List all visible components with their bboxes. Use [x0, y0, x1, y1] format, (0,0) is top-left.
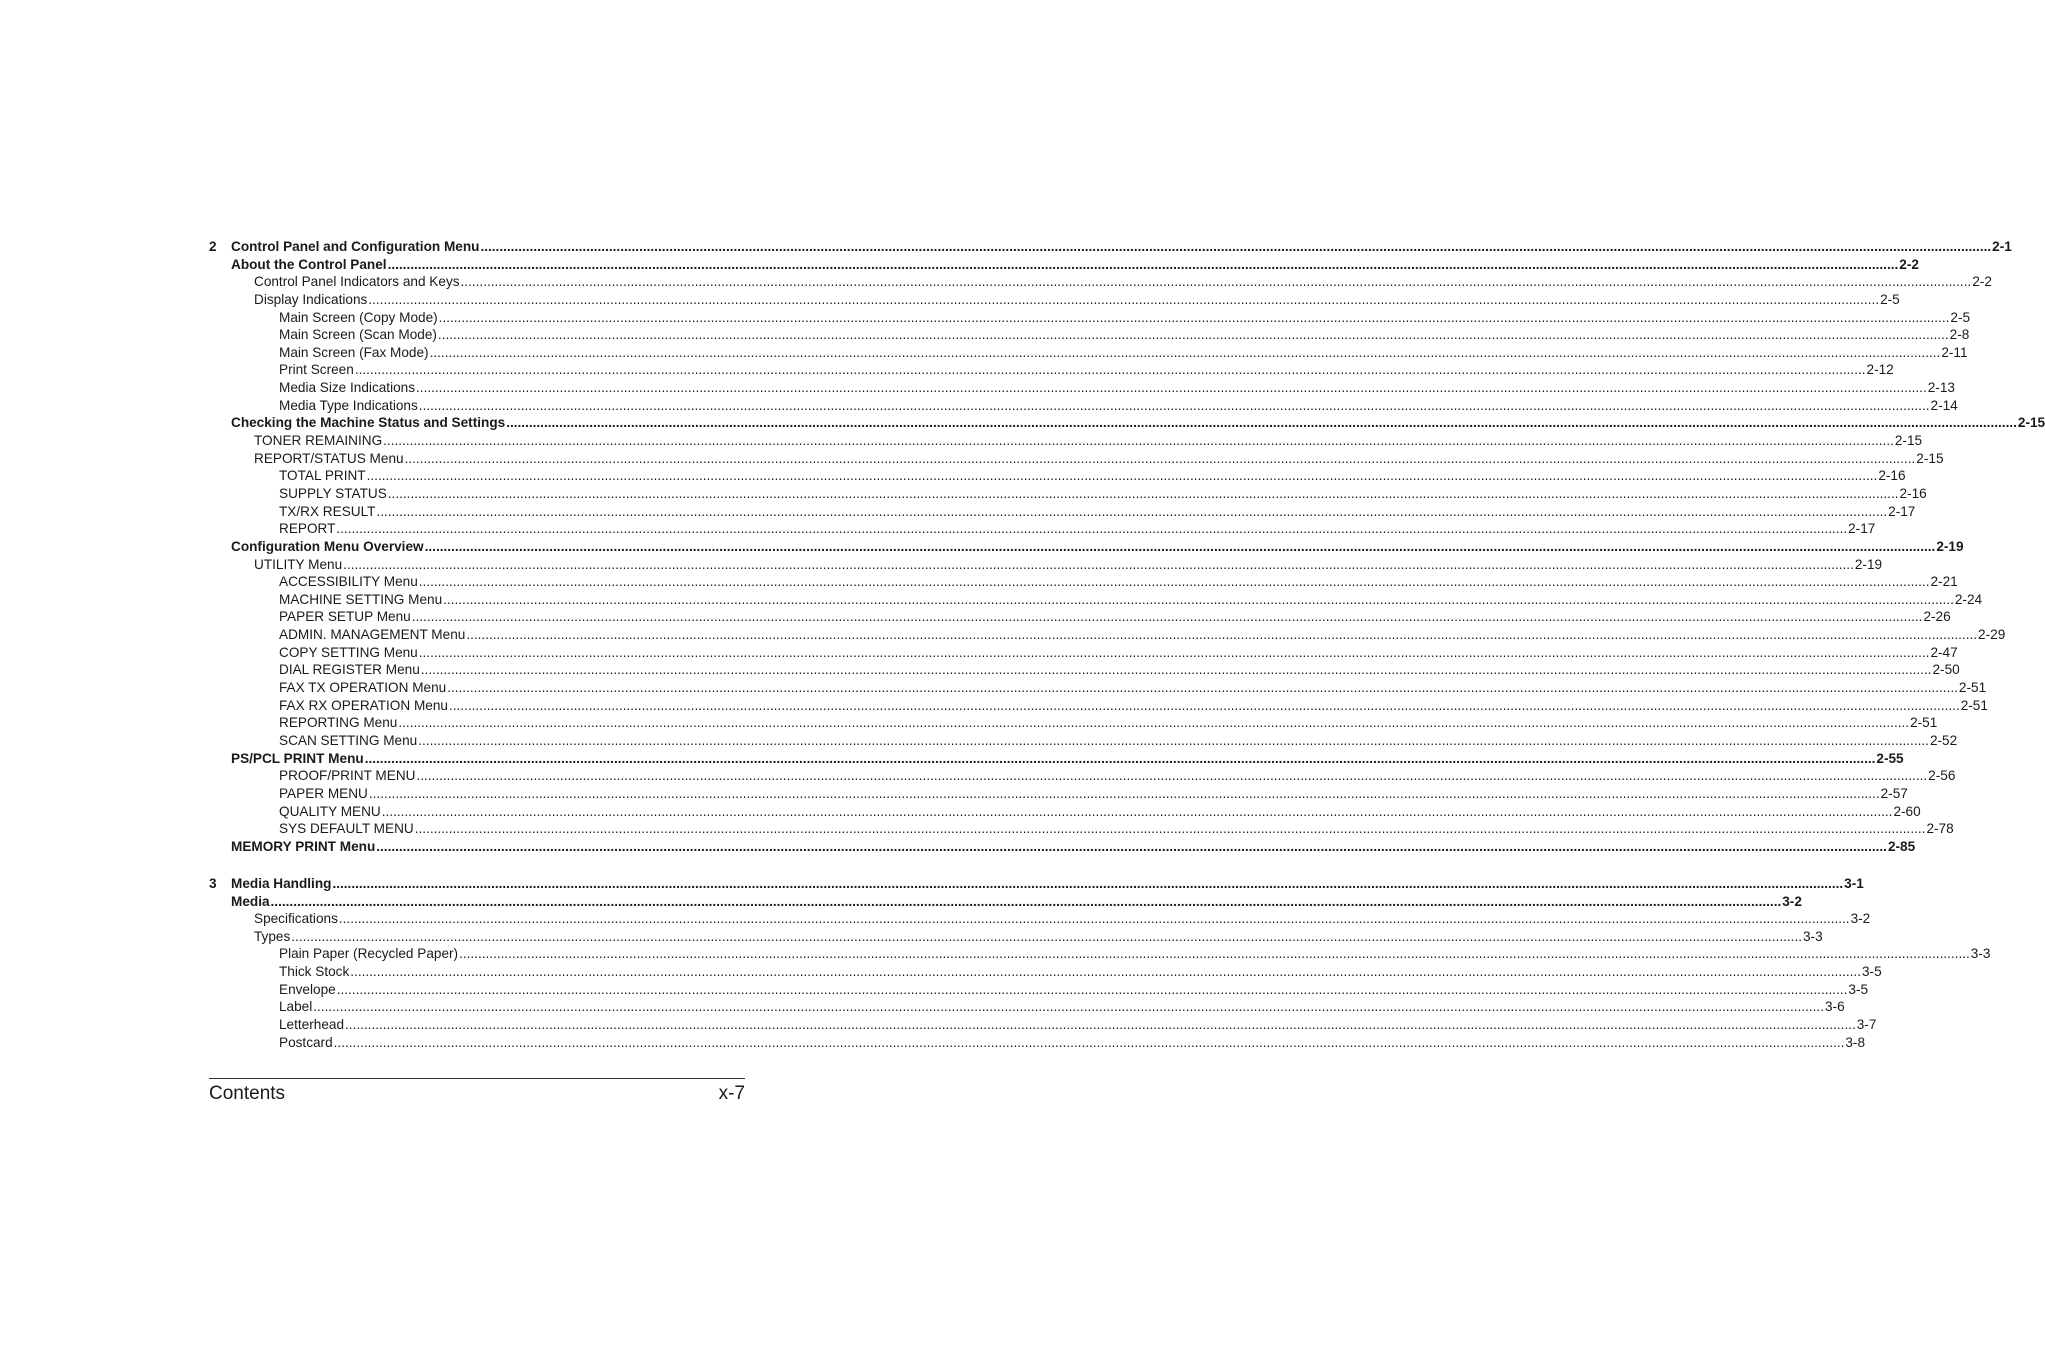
toc-entry-line [279, 963, 1882, 981]
toc-entry-line [231, 414, 2045, 432]
toc-entry-line [231, 893, 1802, 911]
toc-entry-page: 2-17 [1848, 521, 1876, 537]
toc-dot-leader: ................................................................................................................................................................................................................................................................................................................................................................................................................ [364, 750, 1876, 766]
toc-entry[interactable] [0, 803, 1921, 821]
toc-entry[interactable] [0, 644, 1958, 662]
toc-entry-title: FAX TX OPERATION Menu [279, 680, 447, 696]
toc-dot-leader: ................................................................................................................................................................................................................................................................................................................................................................................................................ [466, 627, 1978, 643]
toc-entry-title: REPORT/STATUS Menu [254, 450, 404, 466]
toc-entry-line [279, 467, 1906, 485]
toc-entry-title: About the Control Panel [231, 256, 387, 272]
toc-dot-leader: ................................................................................................................................................................................................................................................................................................................................................................................................................ [376, 503, 1888, 519]
toc-chapter-number: 3 [209, 875, 217, 891]
toc-entry[interactable] [0, 344, 1968, 362]
toc-dot-leader: ................................................................................................................................................................................................................................................................................................................................................................................................................ [443, 591, 1954, 607]
toc-entry[interactable] [0, 697, 1988, 715]
toc-entry-page: 2-85 [1887, 838, 1916, 854]
toc-entry-title: PAPER SETUP Menu [279, 609, 411, 625]
toc-entry[interactable] [0, 520, 1876, 538]
toc-entry[interactable] [0, 361, 1894, 379]
toc-entry-line [279, 608, 1951, 626]
toc-entry[interactable] [0, 414, 2045, 432]
toc-entry-page: 3-3 [1803, 928, 1823, 944]
toc-entry[interactable] [0, 291, 1900, 309]
toc-entry-page: 3-1 [1844, 875, 1864, 891]
toc-entry[interactable] [0, 573, 1958, 591]
toc-dot-leader: ................................................................................................................................................................................................................................................................................................................................................................................................................ [420, 662, 1932, 678]
toc-entry-line [279, 379, 1955, 397]
toc-entry-page: 2-16 [1899, 485, 1927, 501]
toc-dot-leader: ................................................................................................................................................................................................................................................................................................................................................................................................................ [416, 380, 1927, 396]
toc-dot-leader: ................................................................................................................................................................................................................................................................................................................................................................................................................ [414, 821, 1926, 837]
toc-entry-line [279, 1034, 1866, 1052]
toc-entry-line [254, 556, 1883, 574]
toc-entry-title: PROOF/PRINT MENU [279, 768, 416, 784]
toc-entry-title: Letterhead [279, 1017, 345, 1033]
toc-dot-leader: ................................................................................................................................................................................................................................................................................................................................................................................................................ [416, 768, 1928, 784]
toc-entry-page: 3-7 [1856, 1017, 1877, 1033]
toc-entry[interactable] [0, 397, 1958, 415]
toc-entry-line [279, 661, 1960, 679]
toc-entry-line [279, 981, 1869, 999]
toc-entry[interactable] [0, 945, 1991, 963]
toc-entry-title: ADMIN. MANAGEMENT Menu [279, 627, 466, 643]
toc-entry-title: PS/PCL PRINT Menu [231, 750, 364, 766]
toc-dot-leader: ................................................................................................................................................................................................................................................................................................................................................................................................................ [418, 732, 1929, 748]
toc-entry[interactable] [0, 238, 2012, 256]
toc-dot-leader: ................................................................................................................................................................................................................................................................................................................................................................................................................ [424, 538, 1936, 554]
toc-entry-title: Plain Paper (Recycled Paper) [279, 946, 459, 962]
toc-entry-line [279, 714, 1938, 732]
toc-dot-leader: ................................................................................................................................................................................................................................................................................................................................................................................................................ [398, 715, 1910, 731]
toc-entry[interactable] [0, 450, 1944, 468]
toc-entry-page: 2-2 [1972, 274, 1992, 290]
toc-entry-page: 2-60 [1893, 803, 1921, 819]
toc-entry-line [279, 679, 1987, 697]
toc-dot-leader: ................................................................................................................................................................................................................................................................................................................................................................................................................ [343, 556, 1854, 572]
toc-dot-leader: ................................................................................................................................................................................................................................................................................................................................................................................................................ [480, 239, 1992, 254]
toc-entry-page: 3-2 [1850, 911, 1871, 927]
toc-dot-leader: ................................................................................................................................................................................................................................................................................................................................................................................................................ [418, 574, 1930, 590]
toc-entry[interactable] [0, 591, 1983, 609]
toc-entry-page: 2-15 [2017, 415, 2045, 431]
toc-entry-title: MACHINE SETTING Menu [279, 591, 443, 607]
toc-entry-title: Media Size Indications [279, 380, 416, 396]
toc-entry-line [254, 928, 1823, 946]
toc-dot-leader: ................................................................................................................................................................................................................................................................................................................................................................................................................ [447, 680, 1958, 696]
toc-entry-title: Media Handling [231, 875, 332, 891]
toc-entry-title: REPORT [279, 521, 336, 537]
toc-dot-leader: ................................................................................................................................................................................................................................................................................................................................................................................................................ [332, 875, 1844, 891]
toc-entry-title: DIAL REGISTER Menu [279, 662, 420, 678]
toc-entry[interactable] [0, 820, 1954, 838]
toc-entry[interactable] [0, 485, 1927, 503]
toc-entry[interactable] [0, 326, 1970, 344]
toc-entry-title: UTILITY Menu [254, 556, 343, 572]
toc-entry[interactable] [0, 273, 1992, 291]
toc-entry-line [279, 998, 1845, 1016]
toc-dot-leader: ................................................................................................................................................................................................................................................................................................................................................................................................................ [437, 327, 1949, 343]
toc-entry[interactable] [0, 893, 1802, 911]
toc-entry-page: 2-78 [1926, 821, 1954, 837]
table-of-contents [0, 238, 2045, 1051]
toc-entry-page: 2-26 [1923, 609, 1951, 625]
toc-entry-title: Main Screen (Copy Mode) [279, 309, 438, 325]
toc-entry-line [279, 1016, 1877, 1034]
toc-entry-page: 2-47 [1930, 644, 1958, 660]
toc-dot-leader: ................................................................................................................................................................................................................................................................................................................................................................................................................ [459, 946, 1970, 962]
toc-entry-title: QUALITY MENU [279, 803, 381, 819]
toc-dot-leader: ................................................................................................................................................................................................................................................................................................................................................................................................................ [366, 468, 1878, 484]
toc-entry-line [279, 732, 1958, 750]
toc-entry-line [254, 910, 1871, 928]
toc-entry-title: MEMORY PRINT Menu [231, 838, 376, 854]
toc-dot-leader: ................................................................................................................................................................................................................................................................................................................................................................................................................ [387, 485, 1899, 501]
toc-entry-line [254, 291, 1900, 309]
toc-dot-leader: ................................................................................................................................................................................................................................................................................................................................................................................................................ [387, 256, 1899, 272]
toc-entry-page: 2-19 [1854, 556, 1883, 572]
toc-dot-leader: ................................................................................................................................................................................................................................................................................................................................................................................................................ [381, 803, 1893, 819]
toc-entry[interactable] [0, 838, 1916, 856]
toc-entry[interactable] [0, 626, 2006, 644]
toc-entry-title: Control Panel and Configuration Menu [231, 239, 480, 254]
toc-entry-line [279, 945, 1991, 963]
toc-entry-title: Main Screen (Scan Mode) [279, 327, 437, 343]
toc-entry-line [279, 520, 1876, 538]
toc-entry-page: 2-50 [1932, 662, 1960, 678]
toc-entry-page: 2-16 [1878, 468, 1906, 484]
toc-entry-line [279, 344, 1968, 362]
toc-entry-title: FAX RX OPERATION Menu [279, 697, 448, 713]
toc-entry-page: 2-15 [1894, 433, 1923, 449]
toc-dot-leader: ................................................................................................................................................................................................................................................................................................................................................................................................................ [345, 1017, 1856, 1033]
toc-dot-leader: ................................................................................................................................................................................................................................................................................................................................................................................................................ [338, 911, 1850, 927]
toc-entry-page: 2-56 [1928, 768, 1956, 784]
toc-entry[interactable] [0, 309, 1971, 327]
toc-entry-line [254, 273, 1992, 291]
toc-dot-leader: ................................................................................................................................................................................................................................................................................................................................................................................................................ [350, 964, 1861, 980]
toc-entry-title: Display Indications [254, 291, 368, 307]
toc-entry[interactable] [0, 538, 1964, 556]
toc-entry-line [279, 820, 1954, 838]
toc-entry-page: 2-57 [1880, 785, 1908, 801]
toc-entry-line [279, 485, 1927, 503]
toc-entry-title: SYS DEFAULT MENU [279, 821, 414, 837]
toc-entry-line [231, 750, 1904, 768]
toc-entry-line [279, 803, 1921, 821]
toc-entry[interactable] [0, 661, 1960, 679]
toc-entry-line [279, 697, 1988, 715]
toc-dot-leader: ................................................................................................................................................................................................................................................................................................................................................................................................................ [333, 1034, 1845, 1050]
toc-entry-title: Specifications [254, 911, 338, 927]
toc-entry[interactable] [0, 379, 1955, 397]
toc-chapter-number: 2 [209, 239, 217, 254]
toc-entry[interactable] [0, 679, 1987, 697]
toc-entry-page: 2-15 [1916, 450, 1944, 466]
toc-entry-line [279, 309, 1971, 327]
toc-entry[interactable] [0, 750, 1904, 768]
toc-entry-title: Main Screen (Fax Mode) [279, 344, 429, 360]
footer-page-number: x-7 [718, 1083, 745, 1104]
toc-entry-line [254, 450, 1944, 468]
toc-entry-title: Media Type Indications [279, 397, 418, 413]
toc-dot-leader: ................................................................................................................................................................................................................................................................................................................................................................................................................ [383, 433, 1894, 449]
toc-dot-leader: ................................................................................................................................................................................................................................................................................................................................................................................................................ [418, 397, 1930, 413]
toc-entry[interactable] [0, 963, 1882, 981]
toc-entry-line [279, 626, 2006, 644]
toc-entry-title: Envelope [279, 981, 336, 997]
toc-dot-leader: ................................................................................................................................................................................................................................................................................................................................................................................................................ [506, 415, 2017, 431]
toc-entry-line [279, 785, 1908, 803]
toc-entry-line [231, 256, 1919, 274]
toc-entry-line [279, 591, 1983, 609]
toc-dot-leader: ................................................................................................................................................................................................................................................................................................................................................................................................................ [368, 291, 1880, 307]
toc-entry-line [279, 767, 1956, 785]
toc-entry-page: 2-8 [1949, 327, 1970, 343]
toc-dot-leader: ................................................................................................................................................................................................................................................................................................................................................................................................................ [368, 785, 1880, 801]
toc-dot-leader: ................................................................................................................................................................................................................................................................................................................................................................................................................ [336, 981, 1848, 997]
toc-entry-page: 2-19 [1936, 538, 1964, 554]
toc-entry-page: 2-21 [1930, 574, 1958, 590]
toc-entry-line [231, 875, 1864, 893]
toc-entry-page: 2-52 [1929, 732, 1958, 748]
toc-dot-leader: ................................................................................................................................................................................................................................................................................................................................................................................................................ [313, 999, 1824, 1015]
toc-entry-line [279, 503, 1916, 521]
toc-entry[interactable] [0, 732, 1958, 750]
toc-entry-title: TONER REMAINING [254, 433, 383, 449]
toc-entry-title: TOTAL PRINT [279, 468, 366, 484]
toc-dot-leader: ................................................................................................................................................................................................................................................................................................................................................................................................................ [429, 344, 1941, 360]
toc-entry[interactable] [0, 432, 1923, 450]
toc-entry-title: Thick Stock [279, 964, 350, 980]
toc-entry-line [231, 838, 1916, 856]
toc-entry-page: 2-2 [1899, 256, 1919, 272]
toc-entry-title: REPORTING Menu [279, 715, 398, 731]
toc-entry[interactable] [0, 998, 1845, 1016]
toc-entry-page: 2-5 [1880, 291, 1900, 307]
toc-dot-leader: ................................................................................................................................................................................................................................................................................................................................................................................................................ [376, 838, 1887, 854]
toc-entry-title: Media [231, 893, 270, 909]
toc-entry-title: TX/RX RESULT [279, 503, 376, 519]
toc-entry-page: 2-29 [1978, 627, 2006, 643]
toc-dot-leader: ................................................................................................................................................................................................................................................................................................................................................................................................................ [411, 609, 1923, 625]
toc-dot-leader: ................................................................................................................................................................................................................................................................................................................................................................................................................ [291, 928, 1802, 944]
toc-entry-title: Checking the Machine Status and Settings [231, 415, 506, 431]
toc-entry-page: 2-13 [1927, 380, 1955, 396]
toc-entry-page: 2-51 [1958, 680, 1987, 696]
toc-entry-line [279, 573, 1958, 591]
toc-entry[interactable] [0, 910, 1871, 928]
toc-entry-page: 2-51 [1910, 715, 1938, 731]
toc-dot-leader: ................................................................................................................................................................................................................................................................................................................................................................................................................ [336, 521, 1848, 537]
toc-entry-title: SCAN SETTING Menu [279, 732, 418, 748]
toc-entry-title: SUPPLY STATUS [279, 485, 387, 501]
toc-entry-title: Postcard [279, 1034, 333, 1050]
toc-entry-title: Types [254, 928, 291, 944]
toc-entry-page: 2-55 [1876, 750, 1904, 766]
toc-entry[interactable] [0, 714, 1938, 732]
toc-entry-line [231, 538, 1964, 556]
toc-entry-title: Label [279, 999, 313, 1015]
toc-entry[interactable] [0, 256, 1919, 274]
toc-entry-title: Configuration Menu Overview [231, 538, 424, 554]
toc-entry[interactable] [0, 467, 1906, 485]
toc-entry[interactable] [0, 928, 1823, 946]
toc-entry-title: Control Panel Indicators and Keys [254, 274, 460, 290]
toc-entry-title: Print Screen [279, 362, 354, 378]
toc-entry-page: 2-5 [1950, 309, 1971, 325]
toc-dot-leader: ................................................................................................................................................................................................................................................................................................................................................................................................................ [354, 362, 1866, 378]
toc-entry-line [254, 432, 1923, 450]
toc-entry-line [231, 238, 2012, 256]
toc-entry-page: 3-2 [1782, 893, 1802, 909]
toc-entry[interactable] [0, 608, 1951, 626]
toc-dot-leader: ................................................................................................................................................................................................................................................................................................................................................................................................................ [438, 309, 1950, 325]
toc-dot-leader: ................................................................................................................................................................................................................................................................................................................................................................................................................ [404, 450, 1916, 466]
toc-entry-line [279, 326, 1970, 344]
toc-entry[interactable] [0, 556, 1883, 574]
toc-entry-title: ACCESSIBILITY Menu [279, 574, 418, 590]
toc-entry-page: 3-5 [1861, 964, 1882, 980]
toc-entry-line [279, 361, 1894, 379]
toc-entry-title: PAPER MENU [279, 785, 368, 801]
toc-entry-line [279, 397, 1958, 415]
toc-entry[interactable] [0, 767, 1956, 785]
toc-entry[interactable] [0, 1016, 1877, 1034]
footer-section-title: Contents [209, 1083, 286, 1104]
toc-entry-title: COPY SETTING Menu [279, 644, 418, 660]
toc-entry[interactable] [0, 503, 1916, 521]
toc-entry-line [279, 644, 1958, 662]
footer-divider [209, 1078, 745, 1079]
toc-entry-page: 2-14 [1930, 397, 1958, 413]
toc-entry[interactable] [0, 785, 1908, 803]
toc-dot-leader: ................................................................................................................................................................................................................................................................................................................................................................................................................ [270, 893, 1782, 909]
toc-entry[interactable] [0, 1034, 1866, 1052]
toc-entry-page: 2-24 [1954, 591, 1983, 607]
toc-entry-page: 3-5 [1848, 981, 1869, 997]
toc-entry-page: 2-12 [1866, 362, 1894, 378]
toc-entry-page: 3-3 [1970, 946, 1991, 962]
toc-entry[interactable] [0, 981, 1869, 999]
toc-entry[interactable] [0, 875, 1864, 893]
toc-entry-page: 3-8 [1845, 1034, 1866, 1050]
toc-entry-page: 2-1 [1992, 239, 2012, 254]
toc-entry-page: 2-11 [1941, 344, 1968, 360]
toc-dot-leader: ................................................................................................................................................................................................................................................................................................................................................................................................................ [418, 644, 1930, 660]
toc-dot-leader: ................................................................................................................................................................................................................................................................................................................................................................................................................ [448, 697, 1960, 713]
toc-entry-page: 2-51 [1960, 697, 1988, 713]
toc-dot-leader: ................................................................................................................................................................................................................................................................................................................................................................................................................ [460, 274, 1972, 290]
toc-entry-page: 3-6 [1824, 999, 1845, 1015]
toc-entry-page: 2-17 [1888, 503, 1916, 519]
